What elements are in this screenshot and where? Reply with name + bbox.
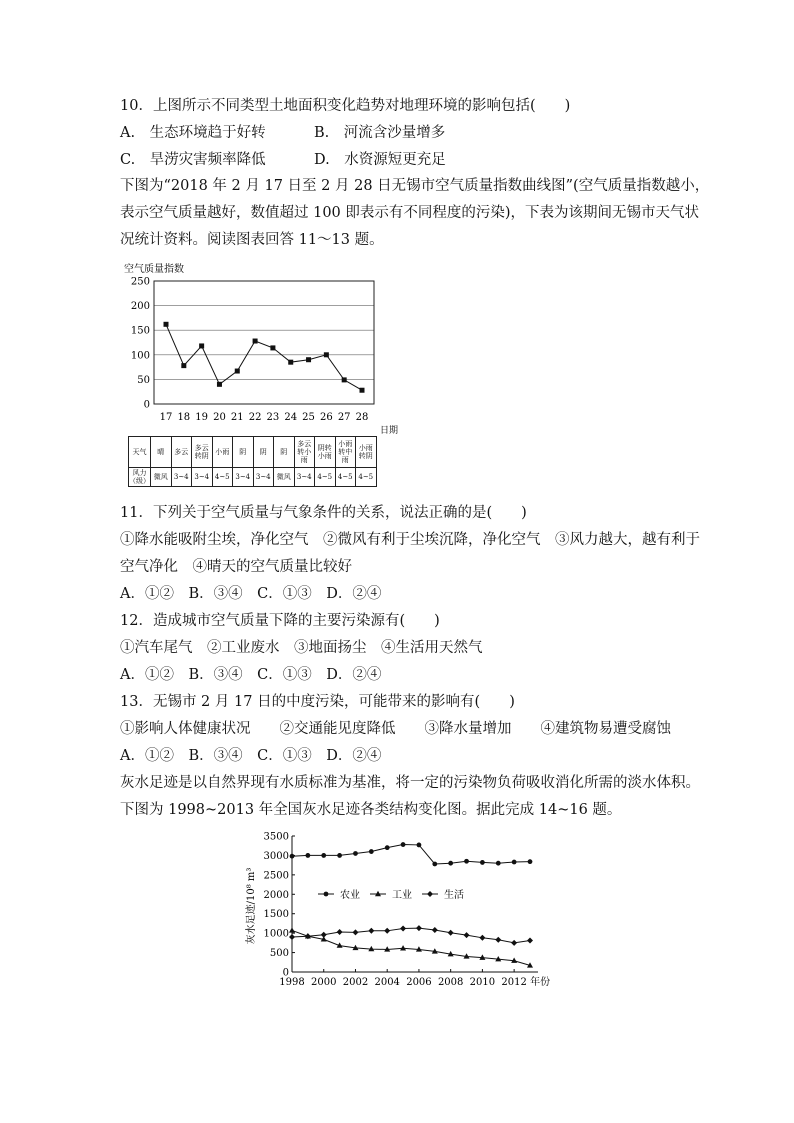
gw-ytick-label: 500: [269, 948, 289, 960]
wind-cell: 4~5: [356, 468, 377, 487]
gw-xtick-label: 2006: [406, 977, 432, 988]
gw-xtick-label: 2010: [469, 977, 496, 988]
gw-point: [324, 892, 329, 897]
aqi-grid: [154, 306, 374, 380]
gw-point: [479, 935, 485, 941]
weather-cell: 阴: [253, 437, 274, 468]
weather-cell: 小雨转阴: [356, 437, 377, 468]
gw-xtick-label: 2002: [342, 977, 369, 988]
gw-point: [368, 928, 374, 934]
q11-line2: 空气净化 ④晴天的空气质量比较好: [120, 559, 352, 575]
gw-point: [384, 928, 390, 934]
gw-series-line: [292, 845, 530, 864]
aqi-point: [324, 352, 329, 357]
weather-row-header: 天气: [129, 437, 151, 468]
weather-cell: 多云转阴: [192, 437, 213, 468]
wind-row-header: 风力（级）: [129, 469, 150, 485]
q13-stem: 13．无锡市 2 月 17 日的中度污染，可能带来的影响有( ): [120, 694, 515, 710]
gw-ylabel: 灰水足迹/10⁸ m³: [246, 867, 257, 945]
intro1-line2: 表示空气质量越好，数值超过 100 即表示有不同程度的污染)，下表为该期间无锡市天气状: [120, 205, 700, 221]
gw-point: [496, 861, 501, 866]
gw-point: [321, 853, 326, 858]
aqi-point: [199, 343, 204, 348]
wind-cell: 4~5: [315, 468, 336, 487]
aqi-xtick-label: 27: [337, 412, 351, 423]
weather-cell: 晴: [151, 437, 172, 468]
weather-row: [129, 437, 377, 468]
gw-legend-label: 农业: [340, 890, 360, 901]
gw-point: [464, 932, 470, 938]
aqi-line-chart: [118, 260, 418, 436]
gw-point: [353, 851, 358, 856]
gw-legend-label: 生活: [444, 890, 464, 901]
gw-legend: [318, 888, 464, 901]
aqi-point: [235, 369, 240, 374]
gw-point: [528, 859, 533, 864]
gw-point: [385, 845, 390, 850]
gw-point: [337, 929, 343, 935]
aqi-xtick-label: 18: [177, 412, 191, 423]
intro2-line1: 灰水足迹是以自然界现有水质标准为基准，将一定的污染物负荷吸收消化所需的淡水体积。: [120, 775, 700, 791]
gw-ytick-label: 1000: [263, 928, 289, 940]
wind-cell: 3~4: [294, 468, 315, 487]
aqi-xtick-label: 22: [248, 412, 262, 423]
aqi-point: [253, 339, 258, 344]
gw-point: [369, 849, 374, 854]
q11-stem: 11．下列关于空气质量与气象条件的关系，说法正确的是( ): [120, 505, 527, 521]
gw-point: [527, 938, 533, 944]
q10-option-a: A. 生态环境趋于好转: [120, 125, 266, 141]
aqi-xtick-label: 20: [213, 412, 226, 423]
gw-point: [400, 925, 406, 931]
gw-point: [289, 934, 295, 940]
wind-cell: 3~4: [233, 468, 254, 487]
gw-xtick-label: 2004: [374, 977, 400, 988]
gw-point: [448, 861, 453, 866]
gw-ytick-label: 3500: [263, 831, 289, 843]
q10-stem: 10．上图所示不同类型土地面积变化趋势对地理环境的影响包括( ): [120, 98, 571, 114]
gw-xtick-label: 2012: [501, 977, 527, 988]
gw-point: [417, 843, 422, 848]
aqi-xtick-label: 21: [230, 412, 244, 423]
aqi-point: [270, 345, 275, 350]
aqi-ytick-label: 250: [130, 276, 150, 288]
gw-point: [352, 929, 358, 935]
gw-ytick-label: 3000: [263, 850, 289, 862]
q11-line1: ①降水能吸附尘埃，净化空气 ②微风有利于尘埃沉降，净化空气 ③风力越大，越有利于: [120, 532, 700, 548]
aqi-point: [360, 388, 365, 393]
aqi-point: [288, 360, 293, 365]
aqi-xtick-label: 17: [159, 412, 173, 423]
aqi-point: [217, 382, 222, 387]
gw-point: [495, 937, 501, 943]
wind-cell: 4~5: [212, 468, 233, 487]
weather-cell: 小雨转中雨: [335, 437, 356, 468]
gw-point: [432, 862, 437, 867]
grey-water-footprint-chart: [240, 826, 560, 991]
gw-xtick-label: 2000: [311, 977, 337, 988]
weather-cell: 阴转小雨: [315, 437, 336, 468]
q13-line1: ①影响人体健康状况 ②交通能见度降低 ③降水量增加 ④建筑物易遭受腐蚀: [120, 721, 671, 737]
gw-point: [464, 859, 469, 864]
aqi-xtick-label: 19: [195, 412, 209, 423]
weather-cell: 多云: [171, 437, 192, 468]
wind-cell: 3~4: [171, 468, 192, 487]
q12-options: A．①② B．③④ C．①③ D．②④: [120, 667, 382, 683]
weather-cell: 多云转小雨: [294, 437, 315, 468]
q10-option-c: C. 旱涝灾害频率降低: [120, 152, 266, 168]
weather-cell: 小雨: [212, 437, 233, 468]
gw-series-line: [292, 930, 530, 965]
gw-point: [432, 927, 438, 933]
gw-ytick-label: 1500: [263, 909, 289, 921]
q10-option-b: B. 河流含沙量增多: [314, 125, 446, 141]
gw-ytick-label: 2500: [263, 870, 289, 882]
aqi-xtick-label: 24: [284, 412, 298, 423]
gw-point: [511, 940, 517, 946]
gw-point: [337, 853, 342, 858]
wind-row: [129, 468, 377, 487]
gw-point: [427, 891, 433, 897]
q13-options: A．①② B．③④ C．①③ D．②④: [120, 748, 382, 764]
aqi-ytick-label: 0: [143, 399, 150, 411]
wind-cell: 微风: [151, 468, 172, 487]
gw-point: [290, 854, 295, 859]
gw-series: [289, 842, 533, 967]
gw-ytick-label: 2000: [263, 889, 289, 901]
gw-point: [400, 945, 406, 950]
gw-point: [321, 932, 327, 938]
gw-point: [480, 860, 485, 865]
intro1-line1: 下图为“2018 年 2 月 17 日至 2 月 28 日无锡市空气质量指数曲线图”(空气质量指数越小，: [120, 178, 710, 194]
gw-legend-label: 工业: [392, 890, 412, 901]
aqi-axes: [131, 277, 374, 424]
q12-line1: ①汽车尾气 ②工业废水 ③地面扬尘 ④生活用天然气: [120, 640, 483, 656]
aqi-point: [181, 363, 186, 368]
aqi-point: [342, 377, 347, 382]
aqi-series: [164, 322, 365, 393]
gw-point: [416, 925, 422, 931]
weather-cell: 阴: [233, 437, 254, 468]
aqi-xlabel: 日期: [380, 426, 399, 436]
wind-cell: 4~5: [335, 468, 356, 487]
aqi-ytick-label: 100: [130, 350, 150, 362]
gw-xtick-label: 1998: [279, 977, 305, 988]
gw-point: [401, 842, 406, 847]
wind-cell: 微风: [274, 468, 295, 487]
gw-ytick-label: 0: [282, 967, 289, 979]
aqi-ytick-label: 200: [130, 301, 150, 313]
q11-options: A．①② B．③④ C．①③ D．②④: [120, 586, 382, 602]
aqi-xtick-label: 26: [319, 412, 333, 423]
gw-xlabel: 年份: [530, 977, 551, 988]
q12-stem: 12．造成城市空气质量下降的主要污染源有( ): [120, 613, 440, 629]
weather-cell: 阴: [274, 437, 295, 468]
aqi-xtick-label: 25: [302, 412, 315, 423]
intro2-line2: 下图为 1998~2013 年全国灰水足迹各类结构变化图。据此完成 14~16 题。: [120, 802, 622, 818]
aqi-plot-frame: [154, 281, 374, 404]
aqi-xtick-label: 28: [355, 412, 369, 423]
gw-point: [512, 860, 517, 865]
intro1-line3: 况统计资料。阅读图表回答 11～13 题。: [120, 232, 384, 248]
gw-xtick-label: 2008: [437, 977, 464, 988]
aqi-point: [164, 322, 169, 327]
aqi-point: [306, 357, 311, 362]
q10-option-d: D. 水资源短更充足: [314, 152, 446, 168]
wind-cell: 3~4: [192, 468, 213, 487]
aqi-ytick-label: 150: [130, 325, 150, 337]
gw-point: [448, 930, 454, 936]
gw-point: [305, 853, 310, 858]
weather-table: [128, 436, 377, 487]
aqi-ytick-label: 50: [137, 374, 150, 386]
aqi-ylabel: 空气质量指数: [124, 264, 184, 275]
aqi-xtick-label: 23: [266, 412, 280, 423]
aqi-line: [166, 324, 362, 390]
gw-point: [289, 927, 295, 932]
wind-cell: 3~4: [253, 468, 274, 487]
